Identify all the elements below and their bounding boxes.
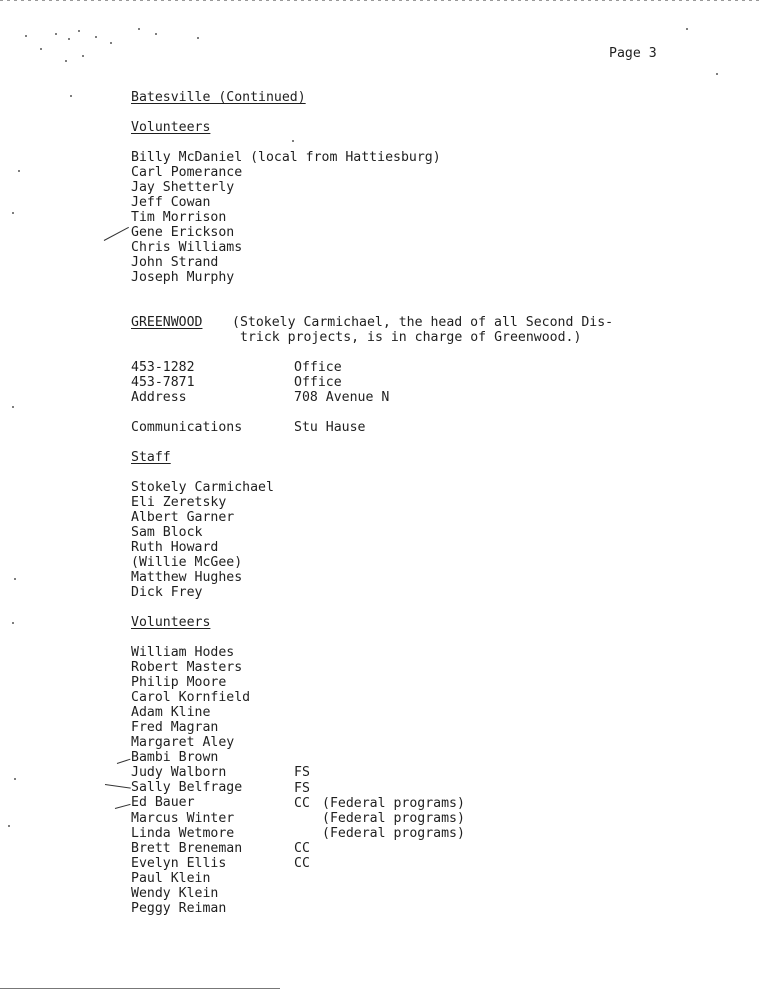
- volunteer-code: FS: [294, 780, 310, 796]
- list-item: [131, 841, 531, 856]
- list-item: (Willie McGee): [131, 555, 243, 571]
- volunteer-name: Judy Walborn: [131, 765, 227, 781]
- contact-label: 453-7871: [131, 375, 195, 390]
- contact-value: Office: [294, 360, 342, 375]
- volunteer-name: Marcus Winter: [131, 810, 235, 826]
- margin-mark-ed: [115, 804, 131, 809]
- list-item: Jeff Cowan: [131, 195, 211, 211]
- list-item: Dick Frey: [131, 585, 203, 601]
- list-item: [131, 660, 531, 675]
- volunteer-name: Carol Kornfield: [131, 690, 251, 706]
- communications-value: Stu Hause: [294, 420, 366, 435]
- volunteer-name: Evelyn Ellis: [131, 855, 227, 871]
- list-item: Billy McDaniel (local from Hattiesburg): [131, 150, 441, 165]
- greenwood-volunteers-list: [131, 645, 531, 916]
- scan-border-bottom: [0, 988, 280, 989]
- staff-heading: Staff: [131, 450, 171, 465]
- greenwood-note-line2: trick projects, is in charge of Greenwood.): [240, 330, 582, 345]
- list-item: [131, 645, 531, 660]
- contact-value: Office: [294, 375, 342, 390]
- batesville-heading: Batesville (Continued): [131, 90, 306, 105]
- list-item: John Strand: [131, 255, 219, 271]
- volunteer-code: CC: [294, 840, 310, 856]
- page-number: Page 3: [609, 46, 657, 61]
- list-item: Jay Shetterly: [131, 180, 235, 196]
- greenwood-heading: GREENWOOD: [131, 315, 203, 330]
- list-item: [131, 871, 531, 886]
- list-item: [131, 886, 531, 901]
- volunteer-name: Bambi Brown: [131, 750, 219, 766]
- list-item: [131, 856, 531, 871]
- list-item: Matthew Hughes: [131, 570, 243, 586]
- list-item: [131, 765, 531, 780]
- margin-mark-erickson: [104, 227, 129, 241]
- volunteer-code: FS: [294, 765, 310, 781]
- volunteer-name: Paul Klein: [131, 870, 211, 886]
- greenwood-note-line1: (Stokely Carmichael, the head of all Second Dis-: [232, 315, 614, 330]
- list-item: [131, 750, 531, 765]
- list-item: [131, 735, 531, 750]
- scan-border-top: [0, 0, 763, 1]
- list-item: [131, 901, 531, 916]
- contact-label: 453-1282: [131, 360, 195, 375]
- list-item: Sam Block: [131, 525, 203, 541]
- list-item: Gene Erickson: [131, 225, 235, 241]
- volunteer-note: (Federal programs): [322, 795, 465, 811]
- volunteer-name: William Hodes: [131, 645, 235, 660]
- volunteer-name: Robert Masters: [131, 660, 243, 676]
- margin-mark-bambi: [117, 759, 131, 764]
- volunteer-note: (Federal programs): [322, 825, 465, 841]
- list-item: Stokely Carmichael: [131, 480, 274, 495]
- list-item: Eli Zeretsky: [131, 495, 227, 511]
- list-item: Tim Morrison: [131, 210, 227, 226]
- communications-label: Communications: [131, 420, 243, 435]
- list-item: [131, 705, 531, 720]
- batesville-volunteers-heading: Volunteers: [131, 120, 211, 135]
- volunteer-name: Philip Moore: [131, 675, 227, 691]
- list-item: [131, 780, 531, 795]
- list-item: Albert Garner: [131, 510, 235, 526]
- volunteer-name: Wendy Klein: [131, 885, 219, 901]
- volunteer-code: CC: [294, 855, 310, 871]
- list-item: [131, 720, 531, 735]
- volunteer-name: Margaret Aley: [131, 735, 235, 751]
- list-item: [131, 690, 531, 705]
- contact-value: 708 Avenue N: [294, 390, 390, 405]
- staff-list: [131, 480, 274, 600]
- volunteer-name: Fred Magran: [131, 720, 219, 736]
- volunteer-name: Adam Kline: [131, 705, 211, 721]
- list-item: Chris Williams: [131, 240, 243, 256]
- volunteer-name: Sally Belfrage: [131, 780, 243, 796]
- greenwood-volunteers-heading: Volunteers: [131, 615, 211, 630]
- volunteer-name: Ed Bauer: [131, 795, 195, 811]
- volunteer-name: Linda Wetmore: [131, 825, 235, 841]
- volunteer-note: (Federal programs): [322, 810, 465, 826]
- batesville-volunteers-list: [131, 150, 441, 285]
- volunteer-name: Peggy Reiman: [131, 900, 227, 916]
- margin-mark-sally: [105, 784, 131, 789]
- contact-label: Address: [131, 390, 187, 405]
- volunteer-code: CC: [294, 795, 310, 811]
- list-item: [131, 675, 531, 690]
- list-item: Ruth Howard: [131, 540, 219, 556]
- volunteer-name: Brett Breneman: [131, 840, 243, 856]
- list-item: Joseph Murphy: [131, 270, 235, 286]
- list-item: Carl Pomerance: [131, 165, 243, 181]
